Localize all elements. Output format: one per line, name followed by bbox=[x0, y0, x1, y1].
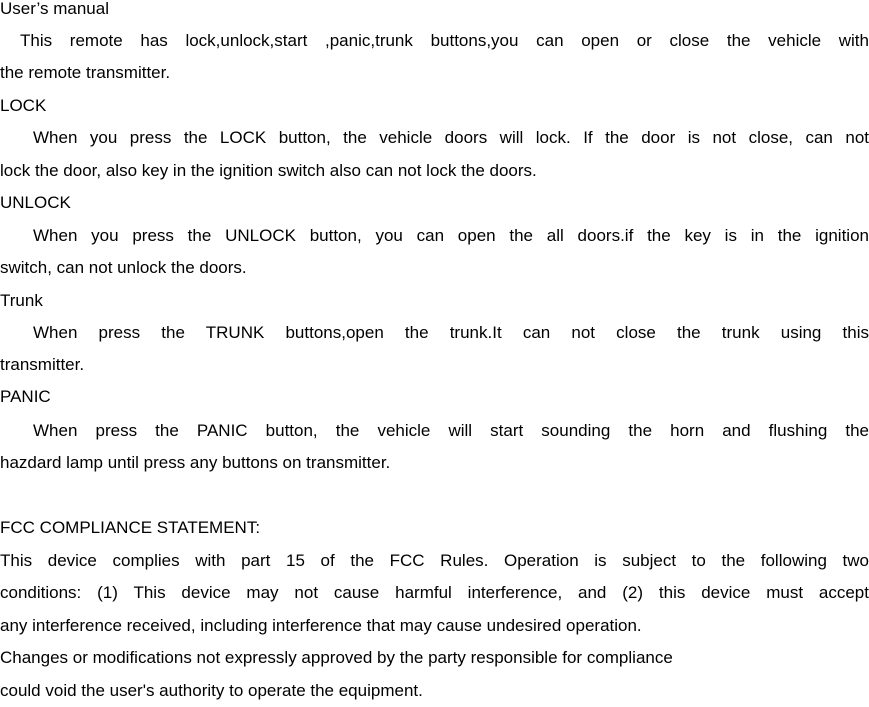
fcc-text-line-5: could void the user's authority to operate the equipment. bbox=[0, 681, 423, 700]
intro-line-1: This remote has lock,unlock,start ,panic,trunk buttons,you can open or close the vehicle with bbox=[20, 31, 869, 50]
trunk-heading: Trunk bbox=[0, 291, 43, 310]
panic-text-line-2: hazdard lamp until press any buttons on transmitter. bbox=[0, 453, 391, 472]
panic-heading: PANIC bbox=[0, 387, 51, 406]
unlock-heading: UNLOCK bbox=[0, 193, 71, 212]
unlock-text-line-2: switch, can not unlock the doors. bbox=[0, 258, 247, 277]
fcc-text-line-4: Changes or modifications not expressly approved by the party responsible for compliance bbox=[0, 648, 673, 667]
fcc-text-line-2: conditions: (1) This device may not cause harmful interference, and (2) this device must accept bbox=[0, 583, 869, 602]
unlock-text-line-1: When you press the UNLOCK button, you can open the all doors.if the key is in the ignition bbox=[33, 226, 869, 245]
lock-text-line-2: lock the door, also key in the ignition switch also can not lock the doors. bbox=[0, 161, 537, 180]
fcc-heading: FCC COMPLIANCE STATEMENT: bbox=[0, 518, 261, 537]
panic-text-line-1: When press the PANIC button, the vehicle will start sounding the horn and flushing the bbox=[33, 421, 869, 440]
intro-line-2: the remote transmitter. bbox=[0, 63, 171, 82]
lock-heading: LOCK bbox=[0, 96, 47, 115]
fcc-text-line-3: any interference received, including interference that may cause undesired operation. bbox=[0, 616, 642, 635]
manual-title: User’s manual bbox=[0, 0, 109, 18]
trunk-text-line-2: transmitter. bbox=[0, 355, 85, 374]
lock-text-line-1: When you press the LOCK button, the vehicle doors will lock. If the door is not close, can not bbox=[33, 128, 869, 147]
fcc-text-line-1: This device complies with part 15 of the FCC Rules. Operation is subject to the following two bbox=[0, 551, 869, 570]
trunk-text-line-1: When press the TRUNK buttons,open the trunk.It can not close the trunk using this bbox=[33, 323, 869, 342]
